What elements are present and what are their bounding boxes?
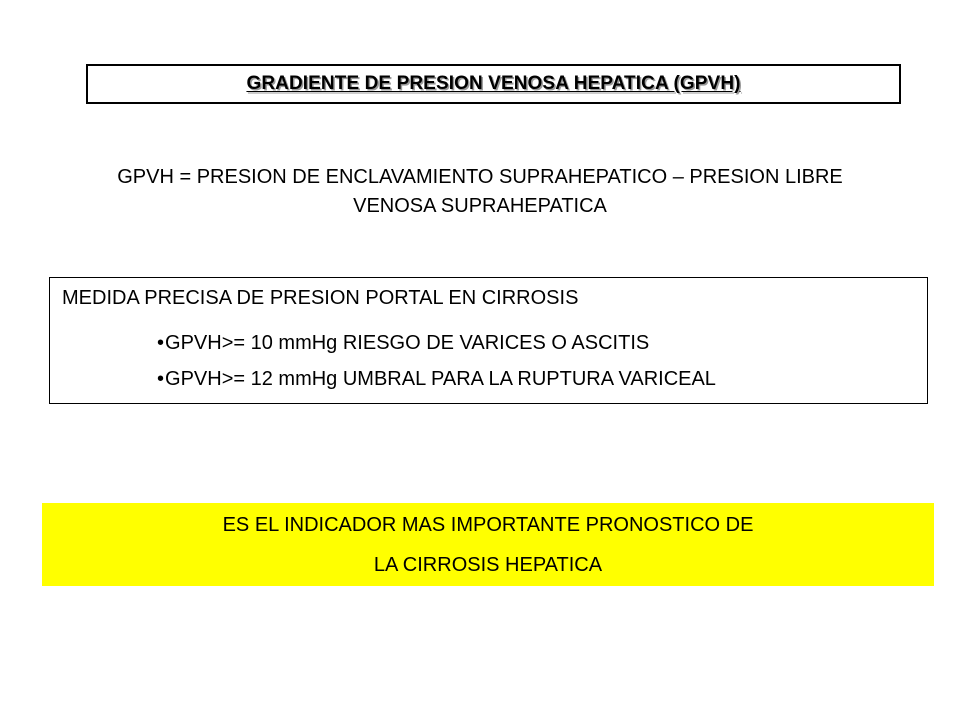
threshold-list [50,325,927,397]
measure-box [49,277,928,404]
measure-heading: MEDIDA PRECISA DE PRESION PORTAL EN CIRROSIS [62,287,579,309]
threshold-text: GPVH>= 10 mmHg RIESGO DE VARICES O ASCITIS [165,332,650,354]
title-box [86,64,901,104]
threshold-item [157,325,960,361]
threshold-item [157,361,960,397]
gpvh-formula [30,163,930,221]
highlight-line-1: ES EL INDICADOR MAS IMPORTANTE PRONOSTICO DE [222,513,754,536]
formula-line-1: GPVH = PRESION DE ENCLAVAMIENTO SUPRAHEPATICO – PRESION LIBRE [117,166,843,188]
formula-line-2: VENOSA SUPRAHEPATICA [353,195,607,217]
highlight-line-2: LA CIRROSIS HEPATICA [373,553,603,576]
prognosis-highlight [42,503,934,586]
bullet-icon: • [157,332,165,354]
bullet-icon: • [157,368,165,390]
threshold-text: GPVH>= 12 mmHg UMBRAL PARA LA RUPTURA VARICEAL [165,368,716,390]
slide-title: GRADIENTE DE PRESION VENOSA HEPATICA (GPVH) [246,73,741,94]
